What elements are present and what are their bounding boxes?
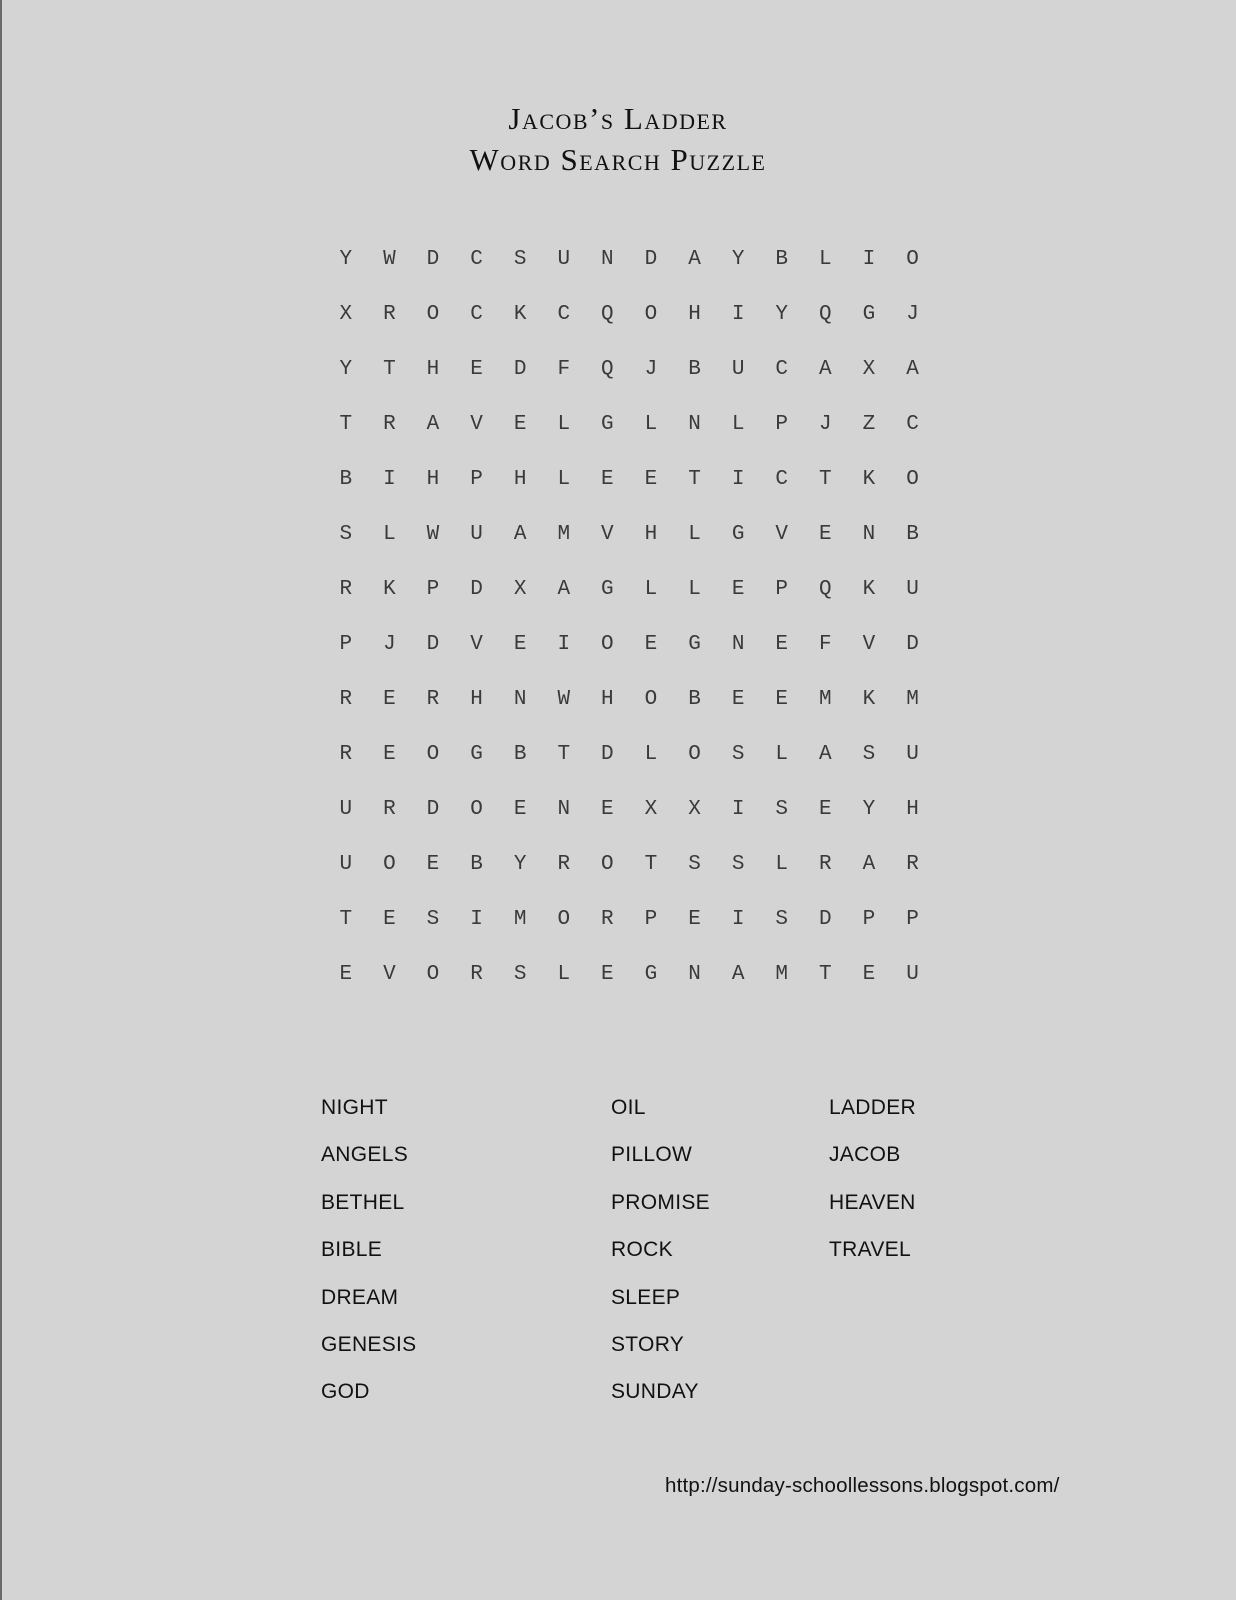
grid-letter: I: [731, 798, 745, 821]
grid-letter: G: [601, 413, 614, 436]
grid-letter: I: [731, 908, 745, 931]
grid-letter: V: [470, 633, 483, 656]
grid-letter: T: [644, 853, 658, 876]
grid-letter: L: [557, 413, 571, 436]
grid-letter: B: [906, 523, 919, 546]
grid-letter: N: [688, 963, 701, 986]
grid-letter: P: [775, 413, 789, 436]
grid-letter: P: [775, 578, 789, 601]
grid-letter: H: [470, 688, 483, 711]
grid-letter: O: [426, 303, 440, 326]
grid-letter: X: [644, 798, 658, 821]
grid-letter: Q: [819, 303, 832, 326]
grid-letter: D: [513, 358, 527, 381]
grid-letter: M: [557, 523, 571, 546]
grid-letter: R: [906, 853, 919, 876]
grid-letter: U: [906, 743, 919, 766]
grid-letter: B: [688, 688, 701, 711]
grid-letter: E: [513, 413, 527, 436]
grid-letter: Q: [601, 303, 614, 326]
grid-letter: A: [862, 853, 876, 876]
word-list-item: LADDER: [829, 1096, 916, 1119]
grid-letter: I: [731, 303, 745, 326]
grid-letter: Y: [731, 248, 745, 271]
grid-letter: D: [426, 633, 440, 656]
word-list-column-3: [829, 1095, 916, 1285]
grid-letter: R: [339, 743, 353, 766]
grid-letter: A: [731, 963, 745, 986]
grid-letter: G: [644, 963, 658, 986]
grid-letter: H: [688, 303, 701, 326]
grid-letter: T: [339, 908, 353, 931]
grid-letter: S: [775, 798, 789, 821]
grid-letter: X: [339, 303, 353, 326]
grid-letter: L: [688, 523, 701, 546]
grid-letter: E: [383, 908, 396, 931]
grid-letter: V: [470, 413, 483, 436]
grid-letter: S: [426, 908, 440, 931]
grid-letter: D: [644, 248, 658, 271]
grid-letter: D: [601, 743, 614, 766]
grid-letter: O: [557, 908, 571, 931]
source-url: http://sunday-schoollessons.blogspot.com/: [665, 1474, 1060, 1497]
grid-letter: M: [819, 688, 832, 711]
grid-letter: D: [426, 798, 440, 821]
grid-letter: H: [426, 468, 440, 491]
grid-letter: B: [513, 743, 527, 766]
grid-letter: S: [513, 963, 527, 986]
word-list-item: HEAVEN: [829, 1190, 916, 1214]
letter-grid: [324, 246, 934, 1016]
word-list-column-1: [321, 1095, 416, 1427]
grid-letter: C: [906, 413, 919, 436]
grid-letter: I: [470, 908, 483, 931]
grid-letter: R: [339, 578, 353, 601]
grid-letter: Y: [339, 358, 353, 381]
title-line-1: Jacob’s Ladder: [508, 101, 728, 136]
grid-letter: M: [513, 908, 527, 931]
grid-letter: F: [557, 358, 571, 381]
grid-letter: Z: [862, 413, 876, 436]
grid-letter: D: [906, 633, 919, 656]
grid-letter: L: [775, 743, 789, 766]
grid-letter: A: [557, 578, 571, 601]
grid-letter: O: [906, 248, 919, 271]
word-list-item: TRAVEL: [829, 1238, 911, 1262]
grid-letter: R: [383, 413, 396, 436]
grid-letter: D: [470, 578, 483, 601]
grid-letter: W: [383, 248, 396, 271]
grid-letter: L: [775, 853, 789, 876]
grid-letter: I: [731, 468, 745, 491]
word-list-item: SUNDAY: [611, 1380, 699, 1404]
grid-letter: E: [862, 963, 876, 986]
grid-letter: S: [775, 908, 789, 931]
grid-letter: U: [339, 853, 353, 876]
grid-letter: N: [688, 413, 701, 436]
grid-letter: K: [862, 578, 876, 601]
grid-letter: E: [601, 963, 614, 986]
grid-letter: U: [731, 358, 745, 381]
grid-letter: P: [906, 908, 919, 931]
grid-letter: A: [426, 413, 440, 436]
grid-letter: I: [862, 248, 876, 271]
grid-letter: N: [601, 248, 614, 271]
grid-letter: K: [383, 578, 396, 601]
grid-letter: C: [557, 303, 571, 326]
grid-letter: E: [688, 908, 701, 931]
grid-letter: P: [862, 908, 876, 931]
grid-letter: B: [775, 248, 789, 271]
word-list-item: GOD: [321, 1380, 370, 1404]
grid-letter: R: [383, 303, 396, 326]
grid-letter: Y: [862, 798, 876, 821]
grid-letter: H: [513, 468, 527, 491]
grid-letter: R: [819, 853, 832, 876]
grid-letter: T: [819, 468, 832, 491]
grid-letter: R: [339, 688, 353, 711]
grid-letter: E: [775, 688, 789, 711]
grid-letter: R: [426, 688, 440, 711]
grid-letter: Q: [601, 358, 614, 381]
grid-letter: X: [513, 578, 527, 601]
grid-letter: O: [383, 853, 396, 876]
grid-letter: I: [383, 468, 396, 491]
grid-letter: U: [557, 248, 571, 271]
grid-letter: Y: [513, 853, 527, 876]
grid-letter: I: [557, 633, 571, 656]
grid-letter: R: [383, 798, 396, 821]
grid-letter: V: [383, 963, 396, 986]
grid-letter: G: [470, 743, 483, 766]
grid-letter: B: [688, 358, 701, 381]
grid-letter: H: [601, 688, 614, 711]
grid-letter: L: [557, 963, 571, 986]
grid-letter: P: [339, 633, 353, 656]
grid-letter: R: [557, 853, 571, 876]
word-list-item: GENESIS: [321, 1332, 417, 1356]
grid-letter: V: [775, 523, 789, 546]
grid-letter: U: [470, 523, 483, 546]
grid-letter: O: [906, 468, 919, 491]
grid-letter: E: [383, 688, 396, 711]
grid-letter: S: [731, 853, 745, 876]
title-line-2: Word Search Puzzle: [469, 142, 767, 177]
grid-letter: C: [470, 303, 483, 326]
grid-letter: T: [688, 468, 701, 491]
grid-letter: V: [601, 523, 614, 546]
grid-letter: M: [775, 963, 789, 986]
grid-letter: O: [601, 853, 614, 876]
grid-letter: T: [557, 743, 571, 766]
grid-letter: Q: [819, 578, 832, 601]
word-list-item: ANGELS: [321, 1143, 408, 1167]
grid-letter: E: [426, 853, 440, 876]
grid-letter: L: [688, 578, 701, 601]
grid-letter: E: [601, 798, 614, 821]
grid-letter: U: [906, 578, 919, 601]
grid-letter: E: [775, 633, 789, 656]
grid-letter: O: [644, 688, 658, 711]
grid-letter: N: [513, 688, 527, 711]
grid-letter: J: [644, 358, 658, 381]
grid-letter: P: [426, 578, 440, 601]
page-left-border: [0, 0, 2, 1600]
grid-letter: O: [688, 743, 701, 766]
grid-letter: A: [513, 523, 527, 546]
grid-letter: O: [601, 633, 614, 656]
grid-letter: L: [644, 578, 658, 601]
grid-letter: E: [819, 523, 832, 546]
grid-letter: O: [426, 963, 440, 986]
grid-letter: N: [731, 633, 745, 656]
grid-letter: B: [470, 853, 483, 876]
word-list-item: OIL: [611, 1096, 646, 1119]
grid-letter: N: [557, 798, 571, 821]
grid-letter: F: [819, 633, 832, 656]
grid-letter: L: [644, 413, 658, 436]
grid-letter: R: [601, 908, 614, 931]
grid-letter: M: [906, 688, 919, 711]
word-list-column-2: [611, 1095, 710, 1427]
grid-letter: P: [644, 908, 658, 931]
grid-letter: X: [688, 798, 701, 821]
grid-letter: E: [644, 468, 658, 491]
grid-letter: A: [819, 358, 832, 381]
grid-letter: J: [819, 413, 832, 436]
grid-letter: R: [470, 963, 483, 986]
word-list-item: STORY: [611, 1332, 685, 1356]
grid-letter: G: [731, 523, 745, 546]
grid-letter: H: [644, 523, 658, 546]
word-list-item: NIGHT: [321, 1096, 388, 1119]
grid-letter: B: [339, 468, 353, 491]
grid-letter: E: [601, 468, 614, 491]
word-list-item: JACOB: [829, 1143, 901, 1167]
word-list-item: PROMISE: [611, 1190, 710, 1214]
word-list-item: ROCK: [611, 1238, 673, 1262]
grid-letter: E: [513, 633, 527, 656]
grid-letter: L: [557, 468, 571, 491]
grid-letter: V: [862, 633, 876, 656]
grid-letter: T: [339, 413, 353, 436]
grid-letter: C: [470, 248, 483, 271]
grid-letter: E: [819, 798, 832, 821]
grid-letter: T: [383, 358, 396, 381]
grid-letter: E: [470, 358, 483, 381]
grid-letter: L: [644, 743, 658, 766]
grid-letter: U: [906, 963, 919, 986]
grid-letter: W: [426, 523, 440, 546]
grid-letter: D: [426, 248, 440, 271]
grid-letter: A: [819, 743, 832, 766]
grid-letter: S: [862, 743, 876, 766]
puzzle-title: [0, 98, 1236, 180]
grid-letter: T: [819, 963, 832, 986]
grid-letter: A: [688, 248, 701, 271]
word-list-item: SLEEP: [611, 1285, 681, 1309]
grid-letter: U: [339, 798, 353, 821]
grid-letter: O: [644, 303, 658, 326]
grid-letter: Y: [339, 248, 353, 271]
grid-letter: S: [339, 523, 353, 546]
grid-letter: E: [339, 963, 353, 986]
grid-letter: G: [688, 633, 701, 656]
grid-letter: S: [513, 248, 527, 271]
grid-letter: E: [731, 578, 745, 601]
grid-letter: L: [731, 413, 745, 436]
grid-letter: D: [819, 908, 832, 931]
grid-letter: P: [470, 468, 483, 491]
grid-letter: J: [906, 303, 919, 326]
word-list-item: DREAM: [321, 1285, 399, 1309]
grid-letter: L: [383, 523, 396, 546]
grid-letter: S: [688, 853, 701, 876]
grid-letter: E: [731, 688, 745, 711]
grid-letter: N: [862, 523, 876, 546]
grid-letter: O: [426, 743, 440, 766]
grid-letter: K: [862, 688, 876, 711]
word-list-item: BETHEL: [321, 1190, 405, 1214]
grid-letter: C: [775, 468, 789, 491]
grid-letter: H: [426, 358, 440, 381]
word-list-item: PILLOW: [611, 1143, 693, 1167]
grid-letter: X: [862, 358, 876, 381]
grid-letter: K: [862, 468, 876, 491]
grid-letter: E: [513, 798, 527, 821]
grid-letter: W: [557, 688, 571, 711]
grid-letter: A: [906, 358, 919, 381]
grid-letter: S: [731, 743, 745, 766]
grid-letter: E: [644, 633, 658, 656]
grid-letter: L: [819, 248, 832, 271]
grid-letter: G: [601, 578, 614, 601]
grid-letter: Y: [775, 303, 789, 326]
grid-letter: C: [775, 358, 789, 381]
grid-letter: K: [513, 303, 527, 326]
grid-letter: J: [383, 633, 396, 656]
grid-letter: G: [862, 303, 876, 326]
grid-letter: O: [470, 798, 483, 821]
grid-letter: E: [383, 743, 396, 766]
word-list-item: BIBLE: [321, 1238, 383, 1262]
grid-letter: H: [906, 798, 919, 821]
